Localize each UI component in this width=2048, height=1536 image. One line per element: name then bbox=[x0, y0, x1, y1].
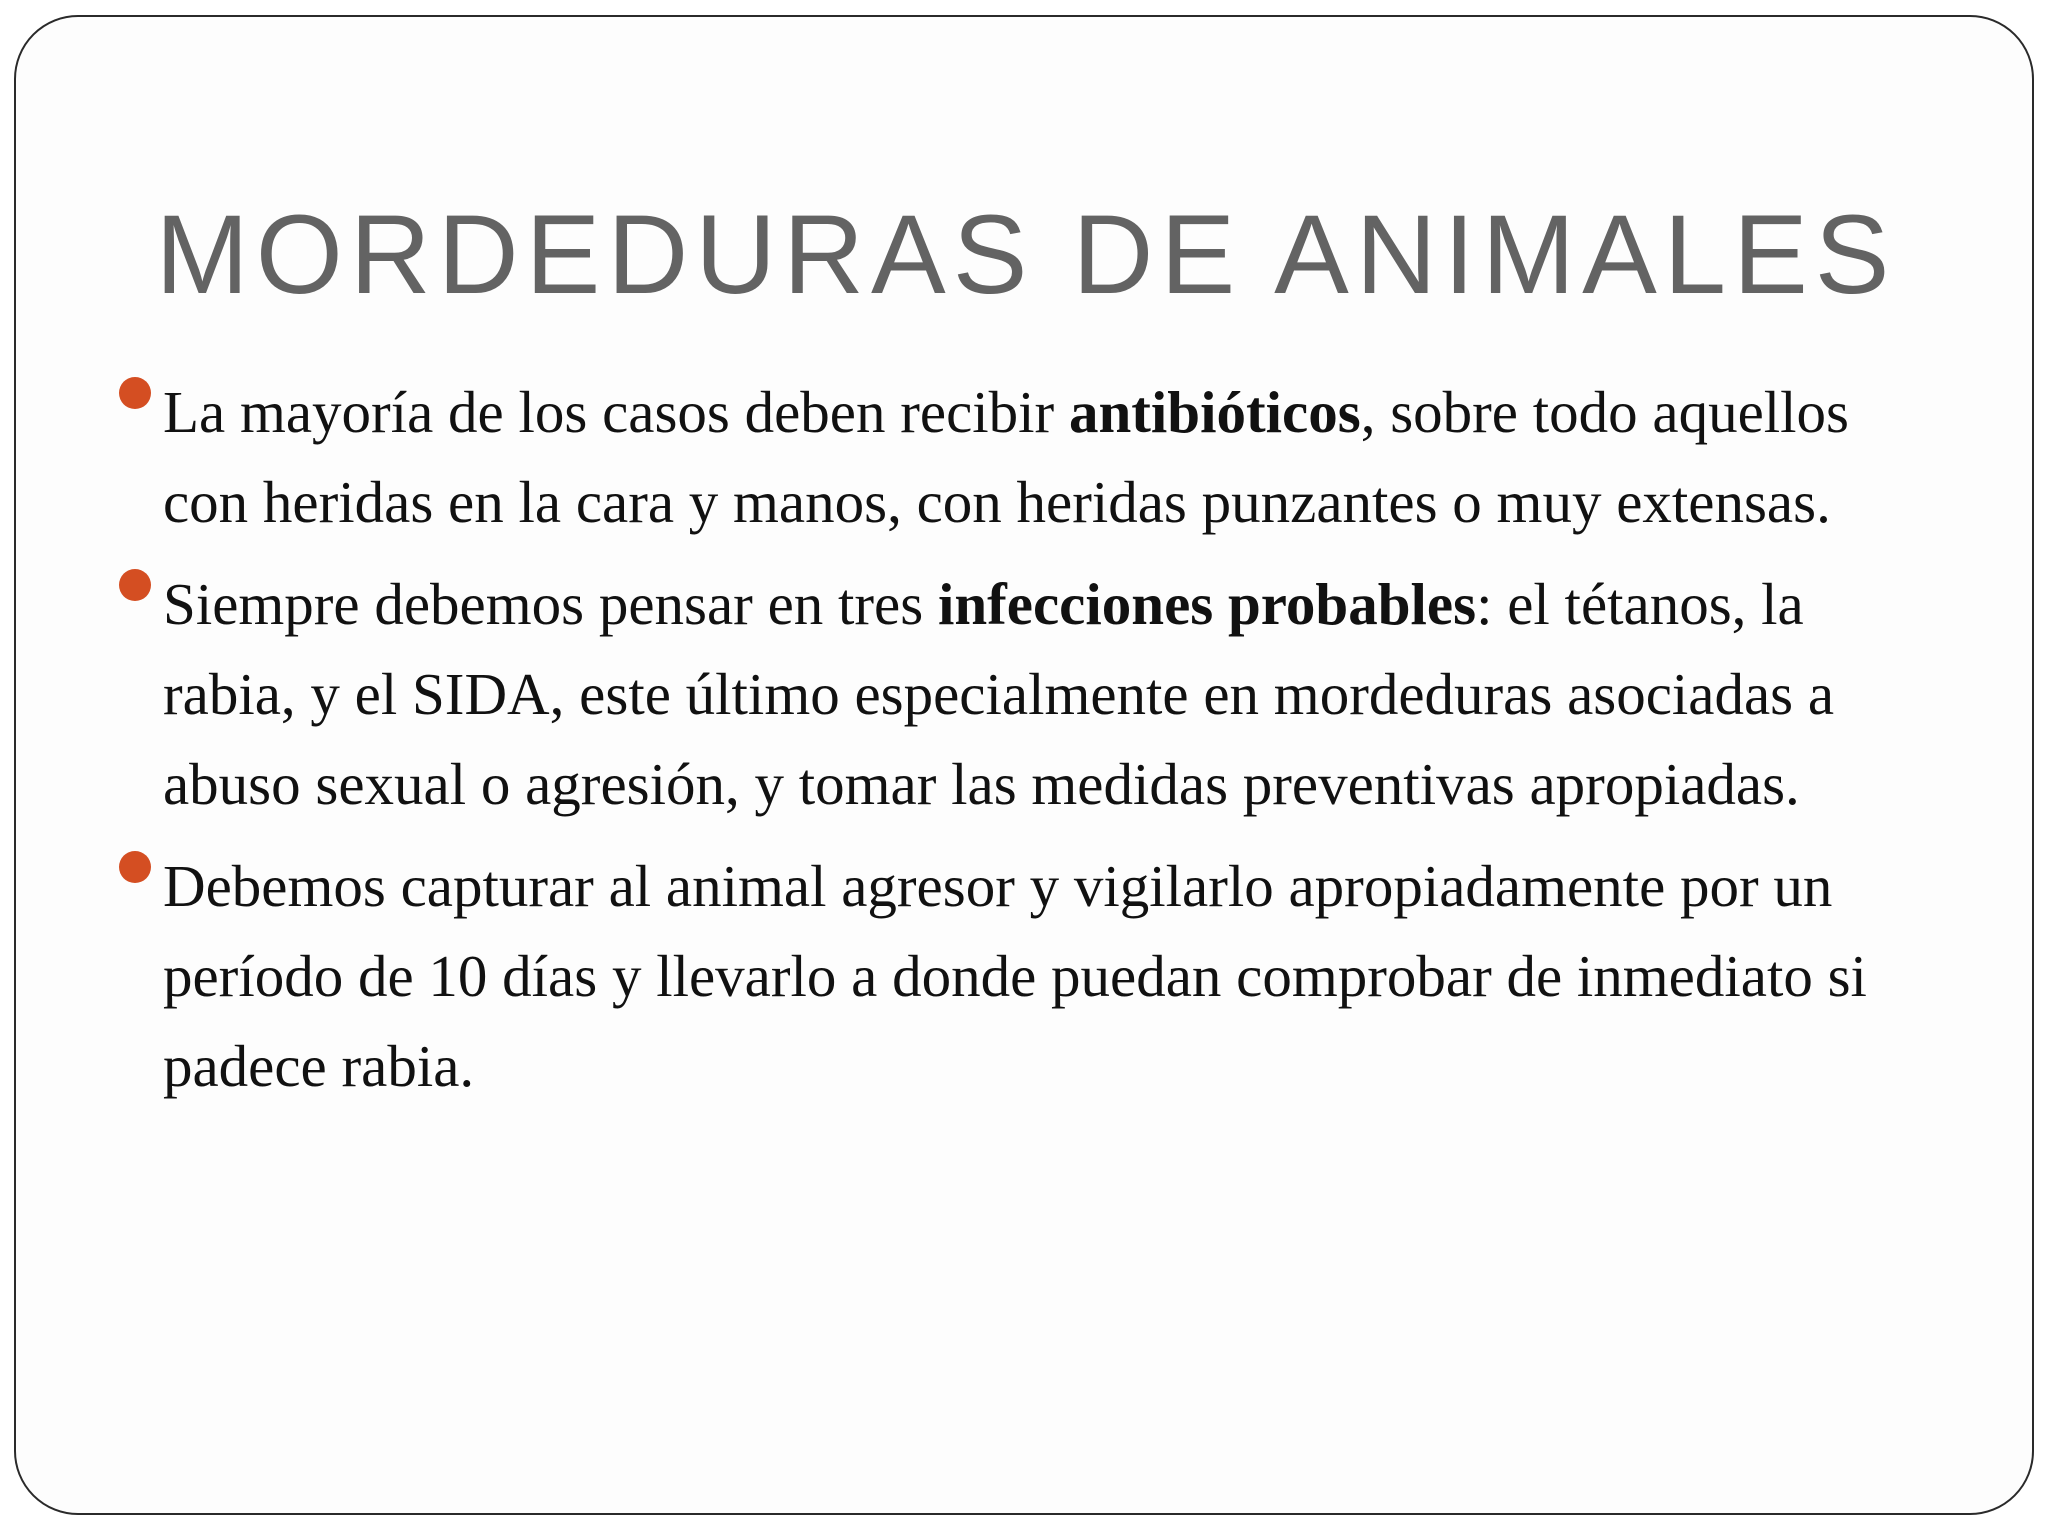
bullet-2-bold: infecciones probables bbox=[937, 571, 1477, 637]
bullet-1-text-after: , sobre todo aquellos con heridas en la cara y manos, con heridas punzantes o muy extensas. bbox=[163, 379, 1850, 535]
bullet-1-bold: antibióticos bbox=[1068, 379, 1361, 445]
slide bbox=[14, 15, 2034, 1515]
bullet-list bbox=[163, 367, 1923, 1123]
bullet-item-1 bbox=[163, 367, 1863, 547]
bullet-2-text-after: : el tétanos, la rabia, y el SIDA, este último especialmente en mordeduras asociadas a abuso sexual o agresión, y tomar las medidas preventivas apropiadas. bbox=[163, 571, 1835, 817]
slide-title: MORDEDURAS DE ANIMALES bbox=[155, 192, 1897, 317]
bullet-3-text: Debemos capturar al animal agresor y vigilarlo apropiadamente por un período de 10 días y llevarlo a donde puedan comprobar de inmediato si padece rabia. bbox=[163, 853, 1867, 1099]
bullet-dot-icon bbox=[119, 377, 151, 409]
bullet-dot-icon bbox=[119, 569, 151, 601]
bullet-dot-icon bbox=[119, 851, 151, 883]
bullet-item-2 bbox=[163, 559, 1903, 829]
bullet-1-text: La mayoría de los casos deben recibir bbox=[163, 379, 1069, 445]
bullet-item-3 bbox=[163, 841, 1883, 1111]
bullet-2-text: Siempre debemos pensar en tres bbox=[163, 571, 938, 637]
